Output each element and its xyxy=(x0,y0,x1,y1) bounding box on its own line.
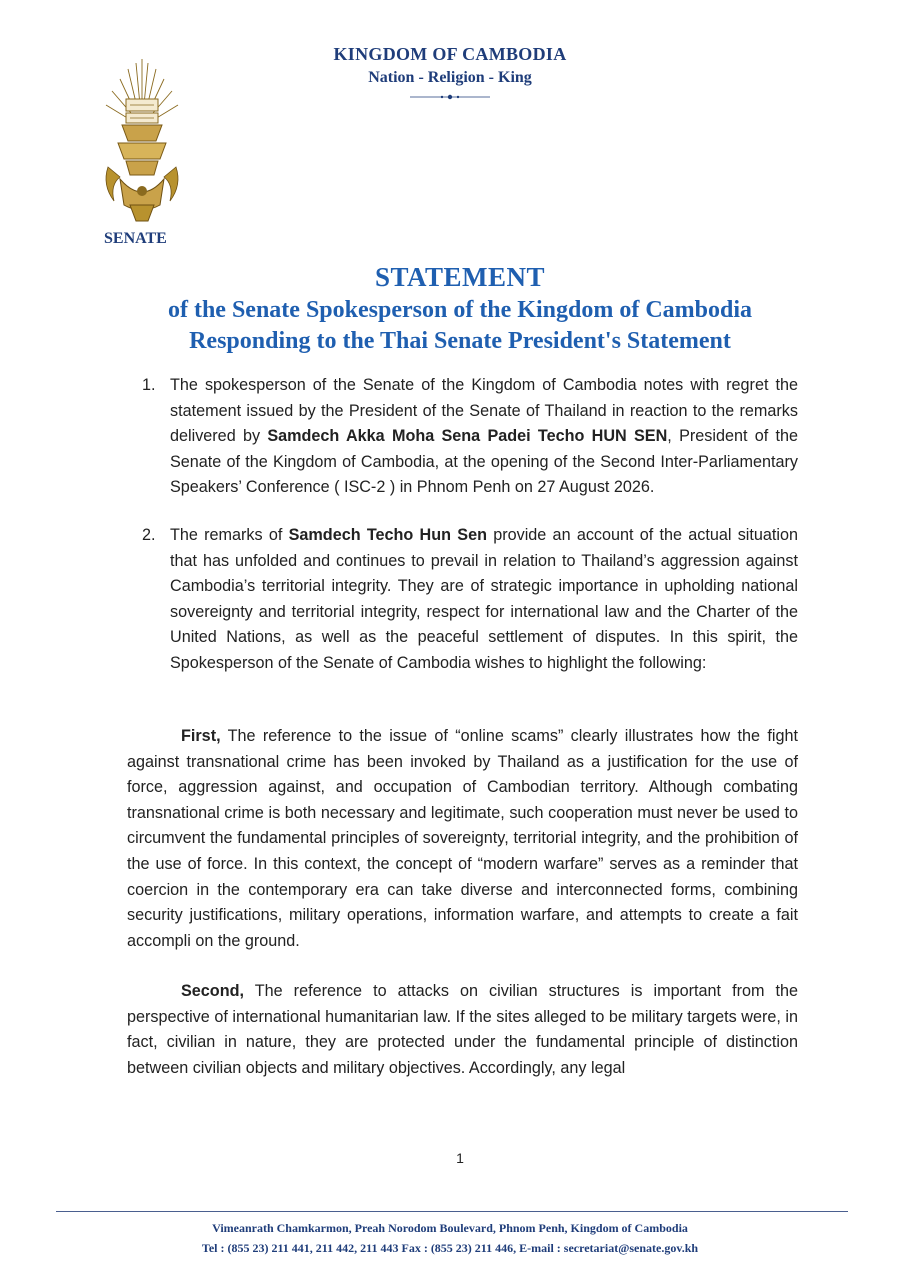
paragraph-first: First, The reference to the issue of “online scams” clearly illustrates how the fight against transnational crime has been invoked by Thailand as a justification for the use of force, aggression against, and occupation of Cambodian territory. Although combating transnational crime is both necessary and legitimate, such cooperation must never be used to circumvent the fundamental principles of sovereignty, territorial integrity, and the prohibition of the use of force. In this context, the concept of “modern warfare” serves as a reminder that coercion in the contemporary era can take diverse and interconnected forms, combining security justifications, military operations, information warfare, and attempts to create a fait accompli on the ground. xyxy=(127,727,798,950)
statement-title xyxy=(60,262,860,355)
speaker-name: Samdech Akka Moha Sena Padei Techo HUN SEN xyxy=(267,427,668,446)
letterhead-footer xyxy=(60,1218,840,1258)
national-motto: Nation - Religion - King xyxy=(368,69,532,86)
title-line-3: Responding to the Thai Senate President's Statement xyxy=(189,328,731,354)
senate-emblem-icon xyxy=(100,55,184,225)
letterhead-header xyxy=(300,44,600,105)
point-lead: Second, xyxy=(181,982,244,1000)
title-line-2: of the Senate Spokesperson of the Kingdom of Cambodia xyxy=(167,297,753,323)
footer-divider xyxy=(56,1211,848,1212)
page-number: 1 xyxy=(456,1150,464,1166)
senate-label: SENATE xyxy=(104,230,167,247)
paragraph-number: 1. xyxy=(142,376,156,394)
paragraph-1: 1. The spokesperson of the Senate of the Kingdom of Cambodia notes with regret the statement issued by the President of the Senate of Thailand in reaction to the remarks delivered by Samdech Akka Moha Sena Padei Techo HUN SEN, President of the Senate of the Kingdom of Cambodia, at the opening of the Second Inter-Parliamentary Speakers’ Conference ( ISC-2 ) in Phnom Penh on 27 August 2026. xyxy=(142,373,798,501)
point-lead: First, xyxy=(181,727,221,745)
ornament-divider-icon xyxy=(410,94,490,100)
paragraph-2: 2. The remarks of Samdech Techo Hun Sen provide an account of the actual situation that has unfolded and continues to prevail in relation to Thailand’s aggression against Cambodia’s territorial integrity. They are of strategic importance in upholding national sovereignty and territorial integrity, respect for international law and the Charter of the United Nations, as well as the peaceful settlement of disputes. In this spirit, the Spokesperson of the Senate of Cambodia wishes to highlight the following: xyxy=(142,523,798,677)
kingdom-title: KINGDOM OF CAMBODIA xyxy=(333,44,567,64)
paragraph-number: 2. xyxy=(142,526,156,544)
footer-address: Vimeanrath Chamkarmon, Preah Norodom Boulevard, Phnom Penh, Kingdom of Cambodia xyxy=(212,1221,688,1235)
speaker-name: Samdech Techo Hun Sen xyxy=(288,526,487,544)
footer-contact: Tel : (855 23) 211 441, 211 442, 211 443 Fax : (855 23) 211 446, E-mail : secretariat@senate.gov.kh xyxy=(201,1241,699,1255)
paragraph-second: Second, The reference to attacks on civilian structures is important from the perspective of international humanitarian law. If the sites alleged to be military targets were, in fact, civilian in nature, they are protected under the fundamental principle of distinction between civilian objects and military objectives. Accordingly, any legal xyxy=(127,982,798,1077)
title-line-1: STATEMENT xyxy=(374,262,546,292)
